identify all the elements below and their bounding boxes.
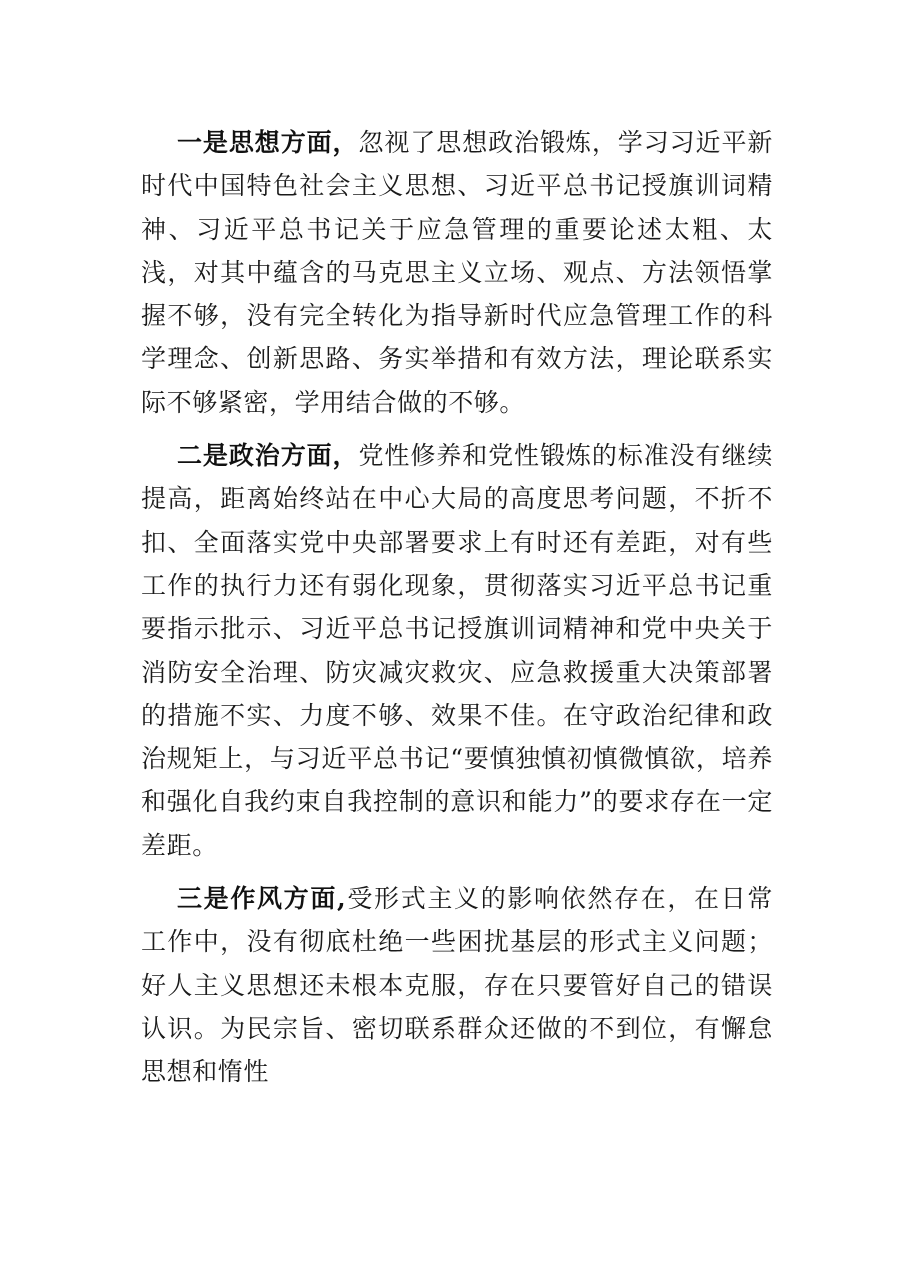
- paragraph-heading: 三是作风方面,: [177, 884, 347, 914]
- paragraph-style: [141, 877, 773, 1093]
- paragraph-heading: 一是思想方面，: [177, 128, 359, 157]
- document-body: [141, 121, 773, 1104]
- paragraph-body: 受形式主义的影响依然存在，在日常工作中，没有彻底杜绝一些困扰基层的形式主义问题；好人主义思想还未根本克服，存在只要管好自己的错误认识。为民宗旨、密切联系群众还做的不到位，有懈怠思想和惰性: [141, 884, 773, 1087]
- paragraph-body: 党性修养和党性锻炼的标准没有继续提高，距离始终站在中心大局的高度思考问题，不折不扣、全面落实党中央部署要求上有时还有差距，对有些工作的执行力还有弱化现象，贯彻落实习近平总书记重要指示批示、习近平总书记授旗训词精神和党中央关于消防安全治理、防灾减灾救灾、应急救援重大决策部署的措施不实、力度不够、效果不佳。在守政治纪律和政治规矩上，与习近平总书记“要慎独慎初慎微慎欲，培养和强化自我约束自我控制的意识和能力”的要求存在一定差距。: [141, 441, 774, 860]
- paragraph-thought: [141, 121, 773, 424]
- paragraph-politics: [141, 434, 773, 867]
- paragraph-heading: 二是政治方面，: [177, 441, 359, 471]
- paragraph-body: 忽视了思想政治锻炼，学习习近平新时代中国特色社会主义思想、习近平总书记授旗训词精神、习近平总书记关于应急管理的重要论述太粗、太浅，对其中蕴含的马克思主义立场、观点、方法领悟掌握不够，没有完全转化为指导新时代应急管理工作的科学理念、创新思路、务实举措和有效方法，理论联系实际不够紧密，学用结合做的不够。: [141, 128, 774, 417]
